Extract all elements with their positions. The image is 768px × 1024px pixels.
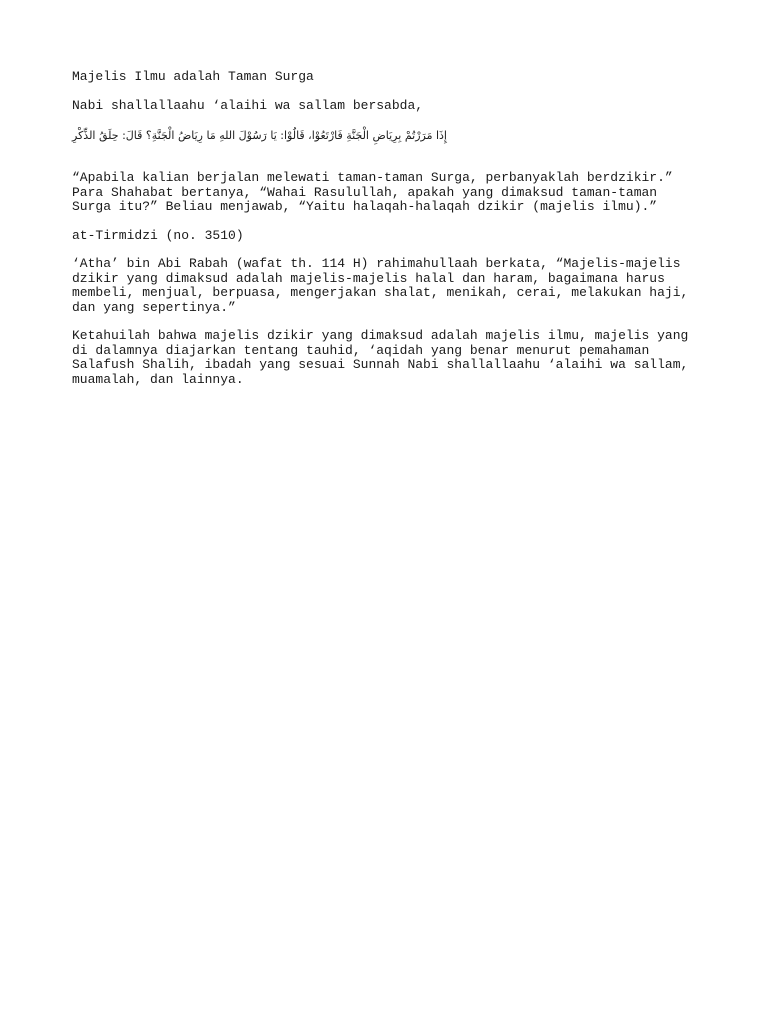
- arabic-hadith-block: [72, 127, 702, 159]
- document-title: Majelis Ilmu adalah Taman Surga: [72, 69, 314, 84]
- arabic-hadith-text: إِذَا مَرَرْتُمْ بِرِيَاضِ الْجَنَّةِ فَارْتَعُوْا، قَالُوْا: يَا رَسُوْلَ اللهِ مَا رِيَاضُ الْجَنَّةِ؟ قَالَ: حِلَقُ الذِّكْرِ: [72, 129, 447, 142]
- atha-quote-paragraph: ‘Atha’ bin Abi Rabah (wafat th. 114 H) rahimahullaah berkata, “Majelis-majelis dzikir yang dimaksud adalah majelis-majelis halal dan haram, bagaimana harus membeli, menjual, berpuasa, mengerjakan shalat, menikah, cerai, melakukan haji, dan yang sepertinya.”: [72, 256, 689, 315]
- intro-paragraph: Nabi shallallaahu ‘alaihi wa sallam bersabda,: [72, 97, 424, 113]
- conclusion-paragraph: Ketahuilah bahwa majelis dzikir yang dimaksud adalah majelis ilmu, majelis yang di dalamnya diajarkan tentang tauhid, ‘aqidah yang benar menurut pemahaman Salafush Shalih, ibadah yang sesuai Sunnah Nabi shallallaahu ‘alaihi wa sallam, muamalah, dan lainnya.: [72, 328, 689, 387]
- source-citation: at-Tirmidzi (no. 3510): [72, 227, 244, 243]
- translation-paragraph: “Apabila kalian berjalan melewati taman-taman Surga, perbanyaklah berdzikir.” Para Shahabat bertanya, “Wahai Rasulullah, apakah yang dimaksud taman-taman Surga itu?” Beliau menjawab, “Yaitu halaqah-halaqah dzikir (majelis ilmu).”: [72, 170, 673, 214]
- document-page: [72, 70, 702, 401]
